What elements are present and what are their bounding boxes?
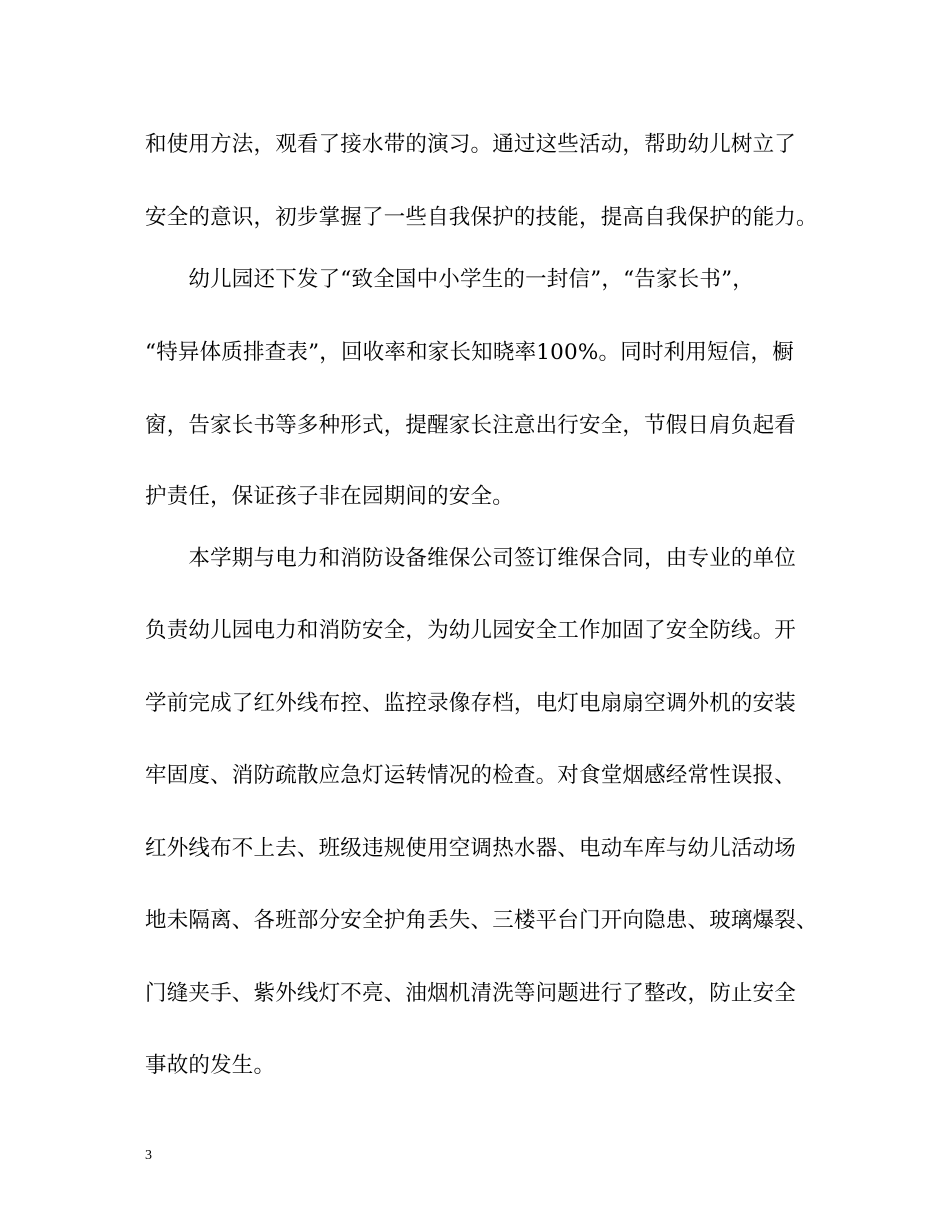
body-line-5: 窗，告家长书等多种形式，提醒家长注意出行安全，节假日肩负起看 <box>145 413 797 438</box>
body-line-9: 学前完成了红外线布控、监控录像存档，电灯电扇扇空调外机的安装 <box>145 691 797 716</box>
body-line-4: “特异体质排查表”，回收率和家长知晓率100%。同时利用短信，橱 <box>145 340 794 365</box>
body-line-13: 门缝夹手、紫外线灯不亮、油烟机清洗等问题进行了整改，防止安全 <box>145 981 797 1006</box>
body-line-8: 负责幼儿园电力和消防安全，为幼儿园安全工作加固了安全防线。开 <box>145 618 797 643</box>
body-line-10: 牢固度、消防疏散应急灯运转情况的检查。对食堂烟感经常性误报、 <box>145 763 797 788</box>
body-line-7: 本学期与电力和消防设备维保公司签订维保合同，由专业的单位 <box>145 546 797 571</box>
body-line-11: 红外线布不上去、班级违规使用空调热水器、电动车库与幼儿活动场 <box>145 836 797 861</box>
body-line-14: 事故的发生。 <box>145 1053 276 1078</box>
body-line-2: 安全的意识，初步掌握了一些自我保护的技能，提高自我保护的能力。 <box>145 205 818 230</box>
page-number: 3 <box>145 1148 152 1163</box>
body-line-12: 地未隔离、各班部分安全护角丢失、三楼平台门开向隐患、玻璃爆裂、 <box>145 908 818 933</box>
body-line-3: 幼儿园还下发了“致全国中小学生的一封信”，“告家长书”， <box>145 267 754 292</box>
body-line-1: 和使用方法，观看了接水带的演习。通过这些活动，帮助幼儿树立了 <box>145 132 797 157</box>
body-line-6: 护责任，保证孩子非在园期间的安全。 <box>145 484 514 509</box>
